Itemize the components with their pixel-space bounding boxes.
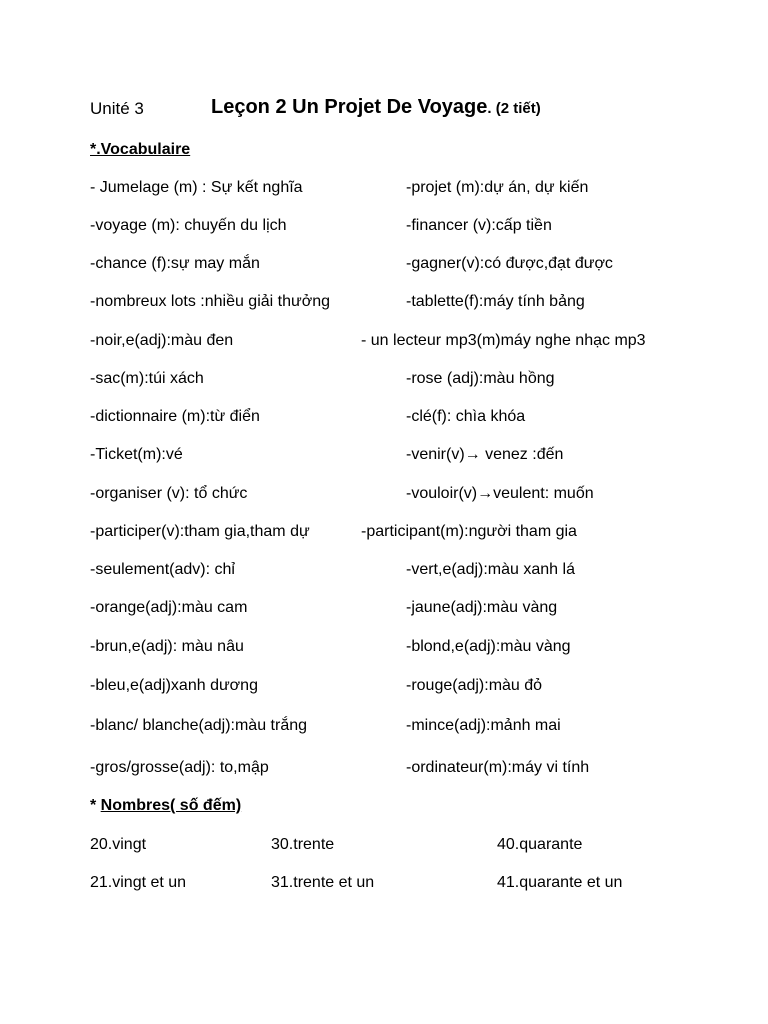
vocab-right-9: -vouloir(v)→veulent: muốn bbox=[406, 485, 594, 502]
vocab-left-8: -Ticket(m):vé bbox=[90, 446, 183, 463]
vocab-right-2: -financer (v):cấp tiền bbox=[406, 217, 552, 234]
numbers-heading bbox=[90, 797, 241, 815]
number-40: 40.quarante bbox=[497, 836, 583, 853]
vocab-left-4: -nombreux lots :nhiều giải thưởng bbox=[90, 293, 330, 310]
vocab-right-3: -gagner(v):có được,đạt được bbox=[406, 255, 613, 272]
unit-label: Unité 3 bbox=[90, 99, 144, 118]
vocab-right-10: -participant(m):người tham gia bbox=[361, 523, 577, 540]
vocab-right-1: -projet (m):dự án, dự kiến bbox=[406, 179, 589, 196]
vocab-right-7: -clé(f): chìa khóa bbox=[406, 408, 526, 425]
number-20: 20.vingt bbox=[90, 836, 147, 853]
vocab-right-4: -tablette(f):máy tính bảng bbox=[406, 293, 585, 310]
vocab-left-7: -dictionnaire (m):từ điển bbox=[90, 408, 260, 425]
lesson-duration: . (2 tiết) bbox=[487, 100, 541, 117]
number-31: 31.trente et un bbox=[271, 874, 375, 891]
number-30: 30.trente bbox=[271, 836, 335, 853]
vocab-right-13: -blond,e(adj):màu vàng bbox=[406, 638, 571, 655]
vocab-right-12: -jaune(adj):màu vàng bbox=[406, 599, 558, 616]
vocab-left-14: -bleu,e(adj)xanh dương bbox=[90, 677, 258, 694]
vocab-left-1: - Jumelage (m) : Sự kết nghĩa bbox=[90, 179, 303, 196]
vocab-right-16: -ordinateur(m):máy vi tính bbox=[406, 759, 590, 776]
lesson-header bbox=[90, 96, 748, 124]
vocab-right-15: -mince(adj):mảnh mai bbox=[406, 717, 561, 734]
vocab-right-5: - un lecteur mp3(m)máy nghe nhạc mp3 bbox=[361, 332, 646, 349]
numbers-heading-star: * bbox=[90, 797, 101, 814]
vocabulary-heading: *.Vocabulaire bbox=[90, 141, 191, 158]
lesson-title bbox=[211, 96, 541, 119]
vocab-left-9: -organiser (v): tổ chức bbox=[90, 485, 248, 502]
vocab-right-6: -rose (adj):màu hồng bbox=[406, 370, 555, 387]
vocab-left-6: -sac(m):túi xách bbox=[90, 370, 204, 387]
vocab-left-3: -chance (f):sự may mắn bbox=[90, 255, 260, 272]
vocab-right-11: -vert,e(adj):màu xanh lá bbox=[406, 561, 575, 578]
vocab-left-11: -seulement(adv): chỉ bbox=[90, 561, 235, 578]
vocab-left-5: -noir,e(adj):màu đen bbox=[90, 332, 234, 349]
vocab-right-14: -rouge(adj):màu đỏ bbox=[406, 677, 543, 694]
vocab-left-15: -blanc/ blanche(adj):màu trắng bbox=[90, 717, 308, 734]
number-21: 21.vingt et un bbox=[90, 874, 187, 891]
vocab-left-10: -participer(v):tham gia,tham dự bbox=[90, 523, 310, 540]
number-41: 41.quarante et un bbox=[497, 874, 623, 891]
vocab-left-16: -gros/grosse(adj): to,mập bbox=[90, 759, 269, 776]
vocab-left-2: -voyage (m): chuyến du lịch bbox=[90, 217, 287, 234]
vocab-right-8: -venir(v)→ venez :đến bbox=[406, 446, 564, 463]
lesson-title-text: Leçon 2 Un Projet De Voyage bbox=[211, 96, 488, 118]
numbers-heading-text: Nombres( số đếm) bbox=[100, 797, 242, 814]
vocab-left-13: -brun,e(adj): màu nâu bbox=[90, 638, 244, 655]
vocab-left-12: -orange(adj):màu cam bbox=[90, 599, 248, 616]
